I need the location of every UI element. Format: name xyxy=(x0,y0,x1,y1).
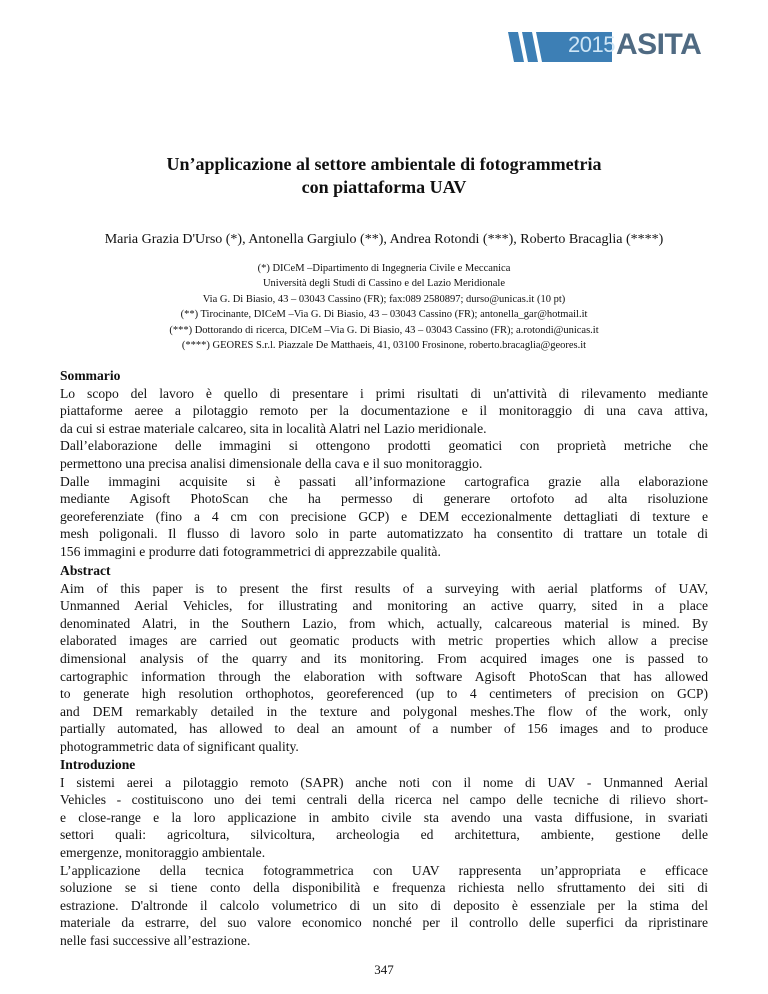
abstract-section xyxy=(60,562,708,756)
text-line: da cui si estrae materiale calcareo, sita in località Alatri nel Lazio meridionale. xyxy=(60,420,487,436)
text-line: Dalle immagini acquisite si è passati all’informazione cartografica grazie alla elaborazione xyxy=(60,473,708,489)
text-line: photogrammetric data of significant quality. xyxy=(60,738,299,754)
logo-year: 2015 xyxy=(568,32,615,57)
text-line: mediante Agisoft PhotoScan che ha permesso di generare ortofoto ad alta risoluzione xyxy=(60,491,708,507)
title-line-2: con piattaforma UAV xyxy=(301,177,467,197)
text-line: materiale da estrarre, del suo valore economico nonché per il controllo delle superfici da ripristinare xyxy=(60,915,708,931)
affiliation-line: Università degli Studi di Cassino e del Lazio Meridionale xyxy=(262,278,506,290)
sommario-section xyxy=(60,367,708,561)
abstract-body xyxy=(60,580,708,756)
logo-brand: ASITA xyxy=(616,28,702,61)
text-line: Vehicles - costituiscono uno dei temi centrali della ricerca nel campo delle tecniche di rilievo short- xyxy=(60,792,708,808)
text-line: Unmanned Aerial Vehicles, for illustrating and monitoring an active quarry, sited in a place xyxy=(60,598,708,614)
text-line: piattaforme aeree a pilotaggio remoto per la documentazione e il monitoraggio di una cava attiva, xyxy=(60,403,708,419)
text-line: Aim of this paper is to present the first results of a surveying with aerial platforms of UAV, xyxy=(60,580,708,596)
text-line: settori quali: agricoltura, silvicoltura, archeologia ed architettura, ambiente, gestione delle xyxy=(60,827,708,843)
text-line: I sistemi aerei a pilotaggio remoto (SAPR) anche noti con il nome di UAV - Unmanned Aerial xyxy=(60,774,708,790)
affiliation-line: Via G. Di Biasio, 43 – 03043 Cassino (FR); fax:089 2580897; durso@unicas.it (10 pt) xyxy=(202,293,566,305)
affiliation-line: (***) Dottorando di ricerca, DICeM –Via G. Di Biasio, 43 – 03043 Cassino (FR); a.rotondi@unicas.it xyxy=(169,324,599,336)
introduzione-body xyxy=(60,774,708,950)
affiliations xyxy=(60,261,708,353)
text-line: 156 immagini e produrre dati fotogrammetrici di apprezzabile qualità. xyxy=(60,543,441,559)
text-line: Lo scopo del lavoro è quello di presentare i primi risultati di un'attività di rilevamento mediante xyxy=(60,385,708,401)
text-line: cartographic information through the elaboration with software Agisoft PhotoScan that has allowed xyxy=(60,668,708,684)
affiliation-line: (****) GEORES S.r.l. Piazzale De Matthaeis, 41, 03100 Frosinone, roberto.bracaglia@geores.it xyxy=(181,340,587,352)
text-line: mesh poligonali. Il flusso di lavoro solo in parte automatizzato ha consentito di trattare un totale di xyxy=(60,526,708,542)
text-line: permettono una precisa analisi dimensionale della cava e il suo monitoraggio. xyxy=(60,455,483,471)
text-line: dimensional analysis of the quarry and its monitoring. From acquired images one is passed to xyxy=(60,650,708,666)
page-number: 347 xyxy=(374,962,394,977)
affiliation-line: (*) DICeM –Dipartimento di Ingegneria Civile e Meccanica xyxy=(257,263,511,274)
text-line: and DEM remarkably detailed in the texture and polygonal meshes.The flow of the work, only xyxy=(60,703,708,719)
text-line: georeferenziate (fino a 4 cm con precisione GCP) e DEM eccezionalmente dettagliati di texture e xyxy=(60,508,708,524)
text-line: emergenze, monitoraggio ambientale. xyxy=(60,844,266,860)
introduzione-heading: Introduzione xyxy=(60,757,136,772)
paper-title xyxy=(60,153,708,199)
asita-logo xyxy=(508,26,728,64)
sommario-heading: Sommario xyxy=(60,368,121,383)
affiliation-line: (**) Tirocinante, DICeM –Via G. Di Biasio, 43 – 03043 Cassino (FR); antonella_gar@hotmail.it xyxy=(180,309,588,321)
introduzione-section xyxy=(60,756,708,950)
text-line: elaborated images are carried out geomatic products with metric properties which allow a precise xyxy=(60,633,708,649)
author-list: Maria Grazia D'Urso (*), Antonella Gargiulo (**), Andrea Rotondi (***), Roberto Bracaglia (****) xyxy=(104,232,664,247)
text-line: nelle fasi successive all’estrazione. xyxy=(60,932,251,948)
title-line-1: Un’applicazione al settore ambientale di fotogrammetria xyxy=(166,154,602,174)
text-line: partially automated, has allowed to deal an amount of a number of 156 images and to produce xyxy=(60,721,708,737)
text-line: e close-range e la loro applicazione in ambito civile sta avendo una vasta diffusione, in svariati xyxy=(60,809,708,825)
text-line: to generate high resolution orthophotos, georeferenced (up to 4 centimeters of precision on GCP) xyxy=(60,686,708,702)
abstract-heading: Abstract xyxy=(60,563,111,578)
text-line: Dall’elaborazione delle immagini si ottengono prodotti geomatici con proprietà metriche che xyxy=(60,438,708,454)
text-line: denominated Alatri, in the Southern Lazio, from which, actually, calcareous material is mined. By xyxy=(60,615,708,631)
text-line: estrazione. D'altronde il calcolo volumetrico di un sito di deposito è essenziale per la stima del xyxy=(60,897,708,913)
text-line: L’applicazione della tecnica fotogrammetrica con UAV rappresenta un’appropriata e efficace xyxy=(60,862,708,878)
text-line: soluzione se si tiene conto della disponibilità e frequenza richiesta nello sfruttamento dei siti di xyxy=(60,880,708,896)
sommario-body xyxy=(60,385,708,561)
